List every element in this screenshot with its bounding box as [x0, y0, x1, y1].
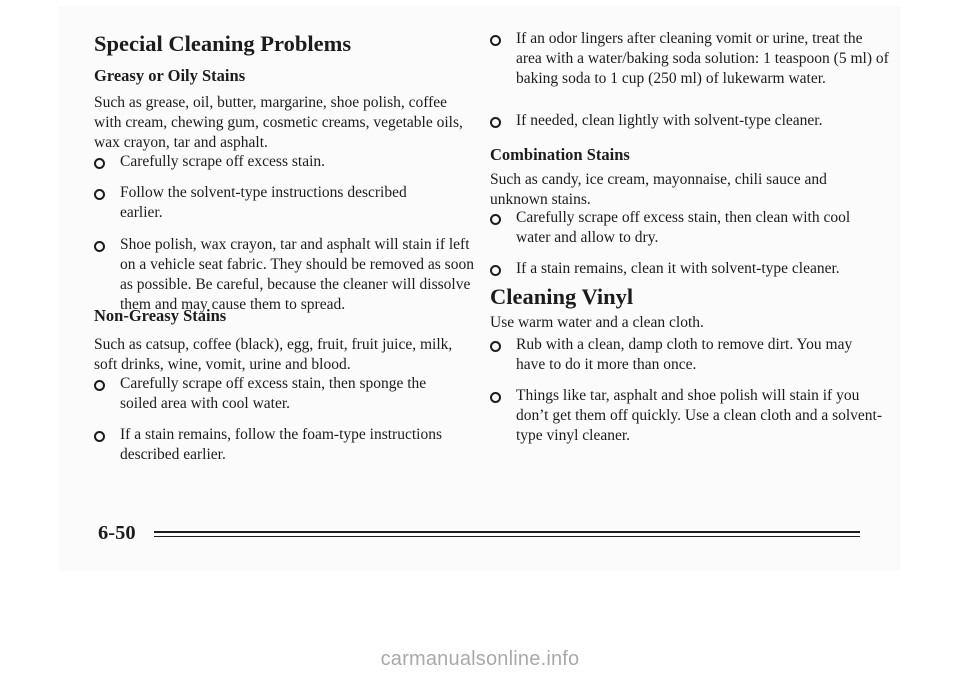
bullet-icon: [490, 117, 501, 128]
nongreasy-intro-paragraph: Such as catsup, coffee (black), egg, fruit, fruit juice, milk, soft drinks, wine, vomit, urine and blood.: [94, 336, 453, 373]
subheading-nongreasy-stains: Non-Greasy Stains: [94, 306, 227, 325]
list-item: Shoe polish, wax crayon, tar and asphalt will stain if left on a vehicle seat fabric. They should be removed as soon as possible. Be careful, because the cleaner will dissolve them and may cause them to spread.: [94, 235, 479, 315]
page-number: 6-50: [98, 522, 136, 544]
subheading-combination-stains: Combination Stains: [490, 145, 630, 164]
bullet-icon: [490, 35, 501, 46]
bullet-icon: [490, 214, 501, 225]
list-item: If a stain remains, follow the foam-type instructions described earlier.: [94, 425, 479, 465]
bullet-icon: [490, 265, 501, 276]
subheading-greasy-stains: Greasy or Oily Stains: [94, 66, 246, 85]
section-title-cleaning-vinyl: Cleaning Vinyl: [490, 284, 634, 309]
bullet-icon: [94, 158, 105, 169]
bullet-icon: [490, 341, 501, 352]
list-item: If a stain remains, clean it with solvent-type cleaner.: [490, 259, 890, 279]
list-item: If an odor lingers after cleaning vomit or urine, treat the area with a water/baking soda solution: 1 teaspoon (5 ml) of baking soda to 1 cup (250 ml) of lukewarm water.: [490, 29, 890, 89]
bullet-icon: [94, 189, 105, 200]
list-item: Rub with a clean, damp cloth to remove dirt. You may have to do it more than once.: [490, 335, 862, 375]
list-item: Follow the solvent-type instructions described earlier.: [94, 183, 440, 223]
list-item: Carefully scrape off excess stain, then sponge the soiled area with cool water.: [94, 374, 460, 414]
bullet-icon: [94, 431, 105, 442]
page-footer: [98, 518, 860, 548]
footer-rule: [154, 531, 860, 533]
vinyl-intro-paragraph: Use warm water and a clean cloth.: [490, 314, 704, 331]
section-title-special-cleaning: Special Cleaning Problems: [94, 31, 352, 56]
list-item: If needed, clean lightly with solvent-type cleaner.: [490, 111, 890, 131]
footer-rule: [154, 536, 860, 537]
bullet-icon: [94, 380, 105, 391]
list-item: Things like tar, asphalt and shoe polish will stain if you don’t get them off quickly. Use a clean cloth and a solvent-type vinyl cleaner.: [490, 386, 890, 446]
site-watermark: carmanualsonline.info: [380, 648, 580, 670]
bullet-icon: [490, 392, 501, 403]
manual-page: [58, 6, 901, 571]
bullet-icon: [94, 241, 105, 252]
list-item: Carefully scrape off excess stain.: [94, 152, 479, 172]
combination-intro-paragraph: Such as candy, ice cream, mayonnaise, chili sauce and unknown stains.: [490, 171, 827, 208]
list-item: Carefully scrape off excess stain, then clean with cool water and allow to dry.: [490, 208, 862, 248]
greasy-intro-paragraph: Such as grease, oil, butter, margarine, shoe polish, coffee with cream, chewing gum, cosmetic creams, vegetable oils, wax crayon, tar and asphalt.: [94, 94, 463, 151]
